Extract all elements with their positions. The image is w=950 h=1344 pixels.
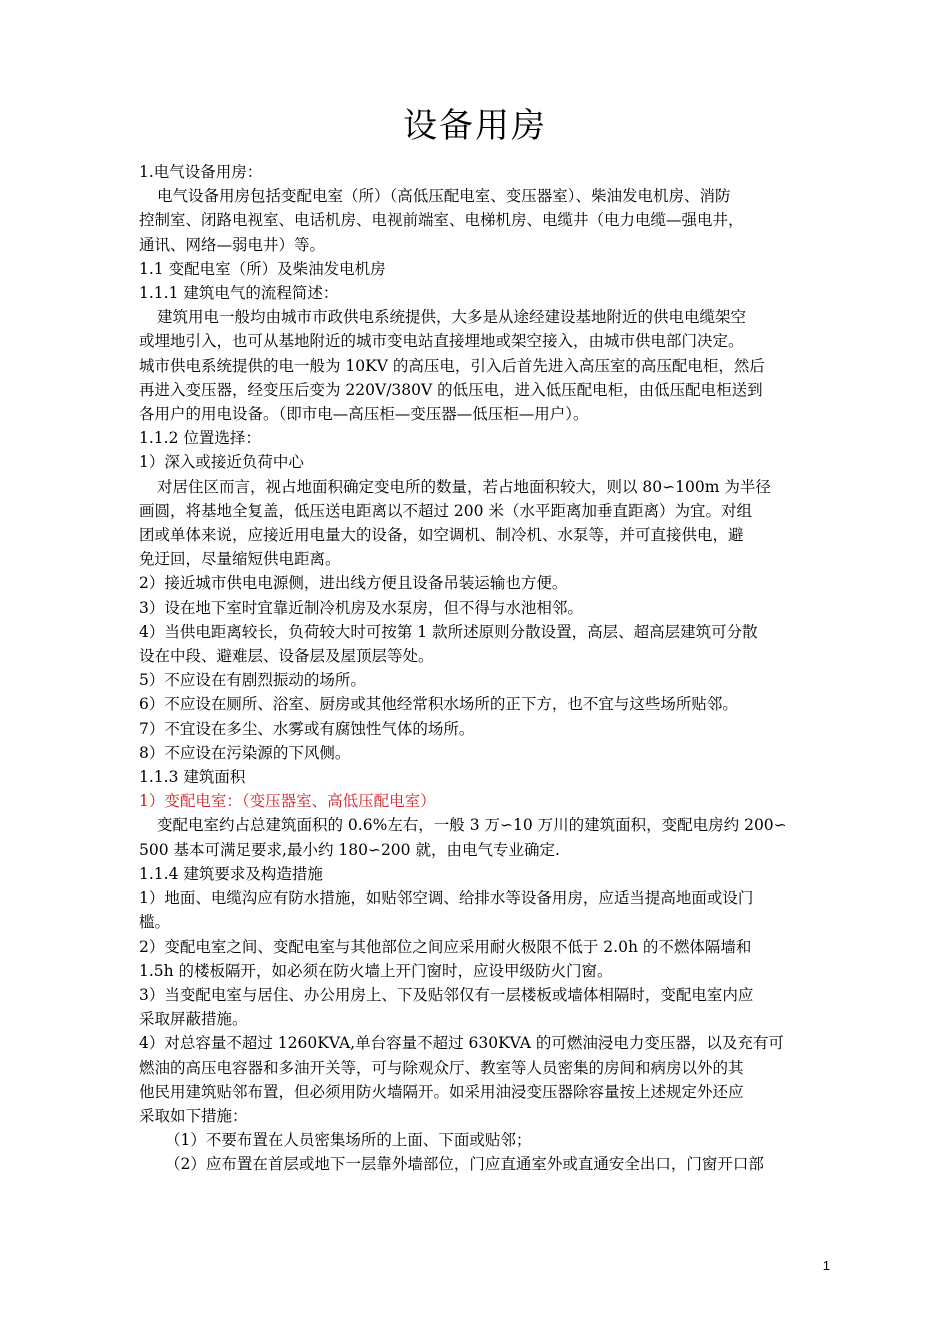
paragraph-line: 免迂回，尽量缩短供电距离。 <box>139 550 341 569</box>
list-item: 4）对总容量不超过 1260KVA,单台容量不超过 630KVA 的可燃油浸电力变压器，以及充有可 <box>139 1034 784 1053</box>
list-item: 5）不应设在有剧烈振动的场所。 <box>139 671 366 690</box>
section-heading: 1.1.3 建筑面积 <box>139 768 246 787</box>
paragraph-line: 变配电室约占总建筑面积的 0.6%左右，一般 3 万∽10 万川的建筑面积，变配电房约 200∽ <box>157 816 787 835</box>
paragraph-line: 1.5h 的楼板隔开，如必须在防火墙上开门窗时，应设甲级防火门窗。 <box>139 961 613 980</box>
paragraph-line: 团或单体来说，应接近用电量大的设备，如空调机、制冷机、水泵等，并可直接供电，避 <box>139 526 744 545</box>
list-item: 3）设在地下室时宜靠近制冷机房及水泵房，但不得与水池相邻。 <box>139 598 583 617</box>
section-heading: 1.1 变配电室（所）及柴油发电机房 <box>139 259 386 278</box>
document-body <box>139 160 815 1177</box>
section-heading: 1.1.4 建筑要求及构造措施 <box>139 864 323 883</box>
section-heading: 1.1.2 位置选择： <box>139 429 261 448</box>
section-heading: 1.电气设备用房： <box>139 163 263 181</box>
list-item: 7）不宜设在多尘、水雾或有腐蚀性气体的场所。 <box>139 719 475 738</box>
list-item: 3）当变配电室与居住、办公用房上、下及贴邻仅有一层楼板或墙体相隔时，变配电室内应 <box>139 985 754 1004</box>
paragraph-line: 燃油的高压电容器和多油开关等，可与除观众厅、教室等人员密集的房间和病房以外的其 <box>139 1058 744 1077</box>
list-item: 4）当供电距离较长，负荷较大时可按第 1 款所述原则分散设置，高层、超高层建筑可分散 <box>139 622 758 641</box>
sub-list-item: （1）不要布置在人员密集场所的上面、下面或贴邻； <box>165 1131 532 1150</box>
highlighted-text: 变配电室：（变压器室、高低压配电室） <box>164 792 436 811</box>
paragraph-line: 通讯、网络—弱电井）等。 <box>139 235 326 254</box>
page-title: 设备用房 <box>403 106 547 146</box>
paragraph-line: 城市供电系统提供的电一般为 10KV 的高压电，引入后首先进入高压室的高压配电柜，然后 <box>139 356 765 375</box>
paragraph-line: 或埋地引入，也可从基地附近的城市变电站直接埋地或架空接入，由城市供电部门决定。 <box>139 332 744 351</box>
list-item: 1）深入或接近负荷中心 <box>139 453 304 472</box>
highlighted-list-item <box>139 789 815 813</box>
paragraph-line: 电气设备用房包括变配电室（所）（高低压配电室、变压器室）、柴油发电机房、消防 <box>157 187 731 206</box>
paragraph-line: 采取屏蔽措施。 <box>139 1010 248 1029</box>
paragraph-line: 再进入变压器，经变压后变为 220V/380V 的低压电，进入低压配电柜，由低压配电柜送到 <box>139 380 763 399</box>
paragraph-line: 槛。 <box>139 913 171 932</box>
paragraph-line: 控制室、闭路电视室、电话机房、电视前端室、电梯机房、电缆井（电力电缆—强电井， <box>139 211 744 230</box>
list-item: 8）不应设在污染源的下风侧。 <box>139 743 351 762</box>
list-number: 1） <box>139 792 165 811</box>
sub-list-item: （2）应布置在首层或地下一层靠外墙部位，门应直通室外或直通安全出口，门窗开口部 <box>165 1155 764 1174</box>
list-item: 6）不应设在厕所、浴室、厨房或其他经常积水场所的正下方，也不宜与这些场所贴邻。 <box>139 695 738 714</box>
paragraph-line: 建筑用电一般均由城市市政供电系统提供，大多是从途经建设基地附近的供电电缆架空 <box>157 308 747 327</box>
list-item: 2）变配电室之间、变配电室与其他部位之间应采用耐火极限不低于 2.0h 的不燃体隔墙和 <box>139 937 752 956</box>
paragraph-line: 他民用建筑贴邻布置，但必须用防火墙隔开。如采用油浸变压器除容量按上述规定外还应 <box>139 1082 744 1101</box>
paragraph-line: 设在中段、避难层、设备层及屋顶层等处。 <box>139 647 434 666</box>
list-item: 2）接近城市供电电源侧，进出线方便且设备吊装运输也方便。 <box>139 574 568 593</box>
paragraph-line: 对居住区而言，视占地面积确定变电所的数量，若占地面积较大，则以 80∽100m 为半径 <box>157 477 771 496</box>
page-number: 1 <box>822 1258 830 1273</box>
paragraph-line: 采取如下措施： <box>139 1106 248 1125</box>
paragraph-line: 画圆，将基地全复盖，低压送电距离以不超过 200 米（水平距离加垂直距离）为宜。对组 <box>139 501 752 520</box>
list-item: 1）地面、电缆沟应有防水措施，如贴邻空调、给排水等设备用房，应适当提高地面或设门 <box>139 889 754 908</box>
paragraph-line: 500 基本可满足要求,最小约 180∽200 就，由电气专业确定. <box>139 840 560 859</box>
section-heading: 1.1.1 建筑电气的流程简述： <box>139 284 339 303</box>
paragraph-line: 各用户的用电设备。（即市电—高压柜—变压器—低压柜—用户）。 <box>139 405 589 424</box>
